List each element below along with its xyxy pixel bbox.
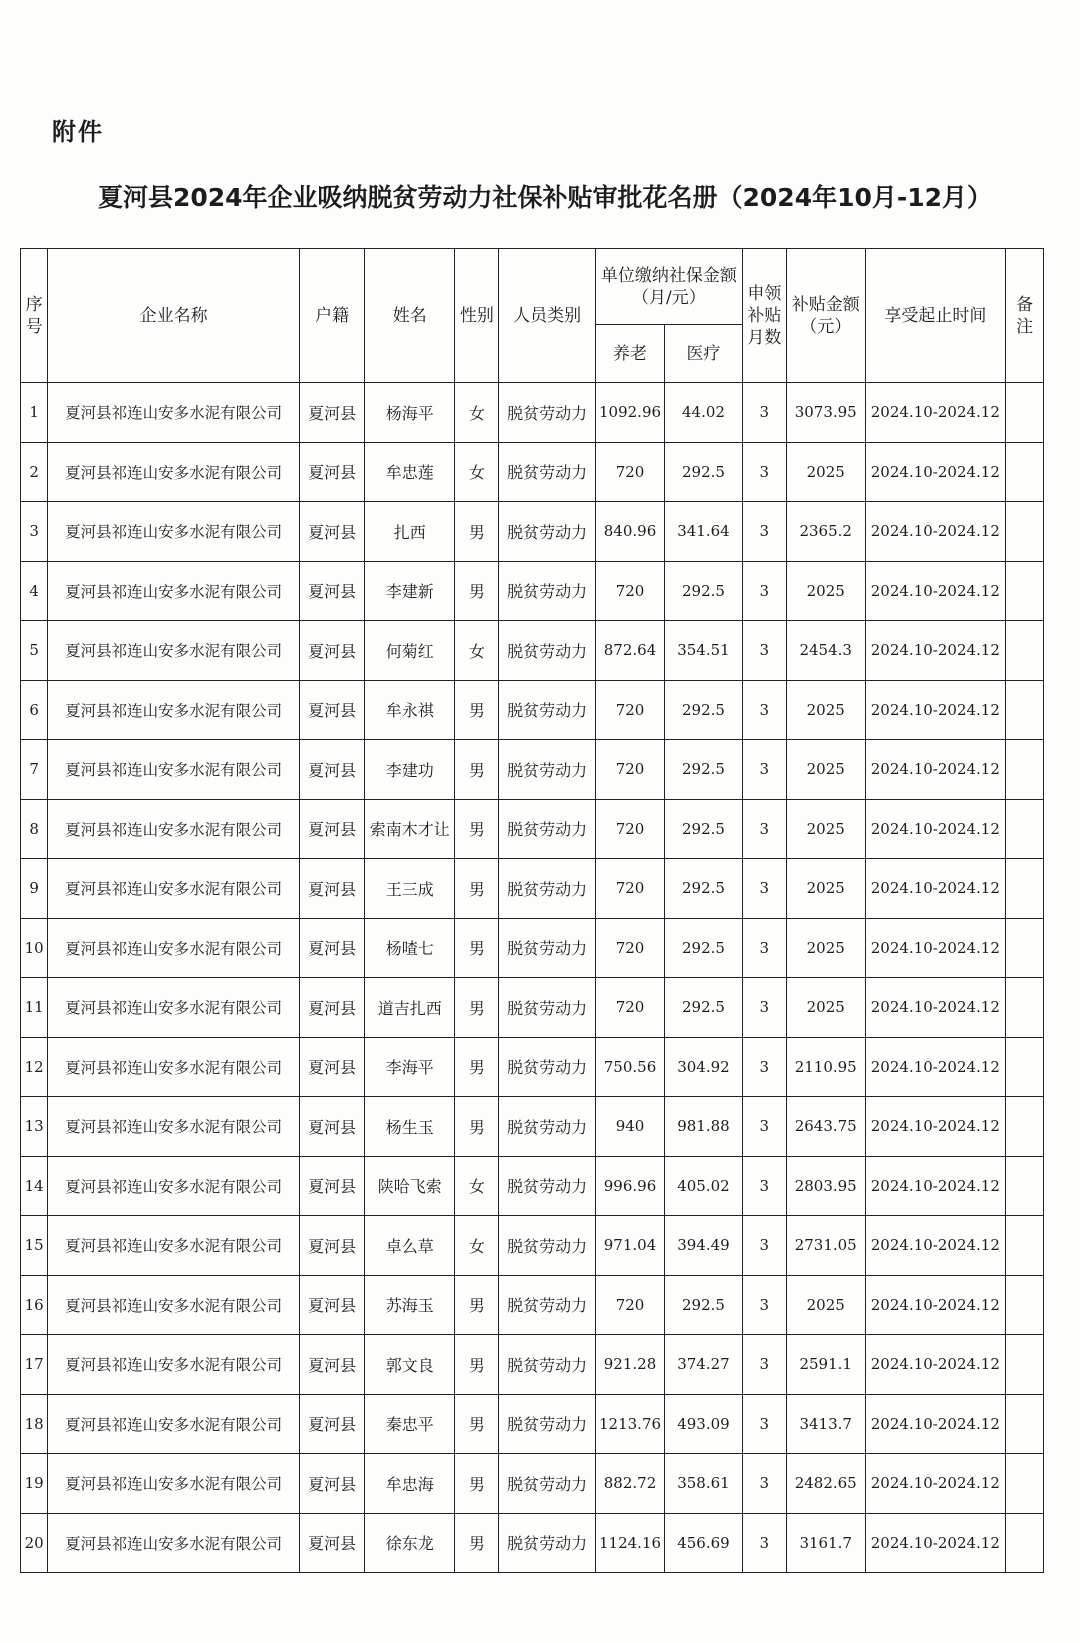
cell-medical: 292.5 [665, 859, 743, 919]
header-subsidy: 补贴金额（元） [786, 249, 865, 383]
cell-seq: 3 [21, 502, 48, 562]
cell-period: 2024.10-2024.12 [865, 859, 1006, 919]
cell-subsidy: 2731.05 [786, 1216, 865, 1276]
cell-months: 3 [742, 1216, 786, 1276]
cell-medical: 44.02 [665, 383, 743, 443]
attachment-label: 附件 [52, 118, 104, 146]
cell-subsidy: 3073.95 [786, 383, 865, 443]
cell-remark [1006, 1156, 1044, 1216]
cell-months: 3 [742, 442, 786, 502]
cell-seq: 16 [21, 1275, 48, 1335]
cell-remark [1006, 1097, 1044, 1157]
table-row [21, 561, 1044, 621]
cell-subsidy: 2365.2 [786, 502, 865, 562]
header-seq: 序号 [21, 249, 48, 383]
cell-months: 3 [742, 502, 786, 562]
header-medical: 医疗 [665, 325, 743, 383]
cell-category: 脱贫劳动力 [499, 442, 596, 502]
table-row [21, 978, 1044, 1038]
cell-company: 夏河县祁连山安多水泥有限公司 [48, 1335, 300, 1395]
cell-months: 3 [742, 1454, 786, 1514]
cell-medical: 292.5 [665, 561, 743, 621]
document-title: 夏河县2024年企业吸纳脱贫劳动力社保补贴审批花名册（2024年10月-12月） [97, 183, 993, 212]
cell-company: 夏河县祁连山安多水泥有限公司 [48, 1513, 300, 1573]
cell-period: 2024.10-2024.12 [865, 1454, 1006, 1514]
cell-remark [1006, 680, 1044, 740]
cell-period: 2024.10-2024.12 [865, 621, 1006, 681]
cell-medical: 292.5 [665, 799, 743, 859]
cell-period: 2024.10-2024.12 [865, 1275, 1006, 1335]
cell-period: 2024.10-2024.12 [865, 561, 1006, 621]
cell-company: 夏河县祁连山安多水泥有限公司 [48, 918, 300, 978]
cell-subsidy: 2110.95 [786, 1037, 865, 1097]
cell-months: 3 [742, 799, 786, 859]
cell-subsidy: 2643.75 [786, 1097, 865, 1157]
cell-months: 3 [742, 680, 786, 740]
header-category: 人员类别 [499, 249, 596, 383]
cell-gender: 男 [455, 1097, 499, 1157]
cell-seq: 2 [21, 442, 48, 502]
header-months: 申领补贴月数 [742, 249, 786, 383]
cell-company: 夏河县祁连山安多水泥有限公司 [48, 442, 300, 502]
cell-remark [1006, 442, 1044, 502]
cell-seq: 13 [21, 1097, 48, 1157]
cell-period: 2024.10-2024.12 [865, 383, 1006, 443]
cell-category: 脱贫劳动力 [499, 859, 596, 919]
cell-category: 脱贫劳动力 [499, 978, 596, 1038]
cell-household: 夏河县 [300, 859, 365, 919]
table-row [21, 383, 1044, 443]
table-row [21, 442, 1044, 502]
cell-name: 牟忠海 [365, 1454, 455, 1514]
cell-household: 夏河县 [300, 1513, 365, 1573]
cell-months: 3 [742, 1037, 786, 1097]
cell-medical: 292.5 [665, 1275, 743, 1335]
table-row [21, 1454, 1044, 1514]
cell-company: 夏河县祁连山安多水泥有限公司 [48, 740, 300, 800]
cell-medical: 292.5 [665, 740, 743, 800]
cell-medical: 374.27 [665, 1335, 743, 1395]
cell-category: 脱贫劳动力 [499, 1513, 596, 1573]
cell-period: 2024.10-2024.12 [865, 442, 1006, 502]
cell-name: 牟忠莲 [365, 442, 455, 502]
cell-period: 2024.10-2024.12 [865, 740, 1006, 800]
cell-period: 2024.10-2024.12 [865, 799, 1006, 859]
cell-pension: 720 [595, 1275, 664, 1335]
table-row [21, 621, 1044, 681]
cell-category: 脱贫劳动力 [499, 383, 596, 443]
cell-pension: 840.96 [595, 502, 664, 562]
cell-seq: 6 [21, 680, 48, 740]
cell-household: 夏河县 [300, 1097, 365, 1157]
cell-subsidy: 2025 [786, 918, 865, 978]
cell-category: 脱贫劳动力 [499, 502, 596, 562]
cell-company: 夏河县祁连山安多水泥有限公司 [48, 1394, 300, 1454]
cell-medical: 292.5 [665, 680, 743, 740]
cell-pension: 1213.76 [595, 1394, 664, 1454]
cell-subsidy: 2025 [786, 859, 865, 919]
cell-subsidy: 2025 [786, 1275, 865, 1335]
cell-company: 夏河县祁连山安多水泥有限公司 [48, 1037, 300, 1097]
cell-household: 夏河县 [300, 442, 365, 502]
cell-gender: 女 [455, 383, 499, 443]
table-row [21, 740, 1044, 800]
cell-category: 脱贫劳动力 [499, 1335, 596, 1395]
cell-subsidy: 3413.7 [786, 1394, 865, 1454]
cell-gender: 男 [455, 502, 499, 562]
cell-medical: 292.5 [665, 918, 743, 978]
cell-household: 夏河县 [300, 621, 365, 681]
cell-category: 脱贫劳动力 [499, 621, 596, 681]
cell-period: 2024.10-2024.12 [865, 680, 1006, 740]
cell-company: 夏河县祁连山安多水泥有限公司 [48, 621, 300, 681]
cell-gender: 女 [455, 1216, 499, 1276]
cell-remark [1006, 799, 1044, 859]
cell-household: 夏河县 [300, 1216, 365, 1276]
cell-medical: 456.69 [665, 1513, 743, 1573]
cell-subsidy: 2803.95 [786, 1156, 865, 1216]
cell-household: 夏河县 [300, 918, 365, 978]
cell-category: 脱贫劳动力 [499, 1156, 596, 1216]
table-body [21, 383, 1044, 1573]
cell-seq: 9 [21, 859, 48, 919]
header-contribution: 单位缴纳社保金额（月/元） [595, 249, 742, 325]
cell-company: 夏河县祁连山安多水泥有限公司 [48, 1097, 300, 1157]
cell-category: 脱贫劳动力 [499, 1454, 596, 1514]
cell-gender: 男 [455, 1335, 499, 1395]
cell-gender: 男 [455, 1454, 499, 1514]
cell-remark [1006, 1335, 1044, 1395]
cell-category: 脱贫劳动力 [499, 740, 596, 800]
cell-name: 李建新 [365, 561, 455, 621]
cell-months: 3 [742, 740, 786, 800]
cell-period: 2024.10-2024.12 [865, 1513, 1006, 1573]
cell-name: 苏海玉 [365, 1275, 455, 1335]
cell-period: 2024.10-2024.12 [865, 1097, 1006, 1157]
cell-company: 夏河县祁连山安多水泥有限公司 [48, 978, 300, 1038]
cell-subsidy: 2454.3 [786, 621, 865, 681]
cell-gender: 男 [455, 1513, 499, 1573]
cell-remark [1006, 502, 1044, 562]
cell-seq: 15 [21, 1216, 48, 1276]
header-pension: 养老 [595, 325, 664, 383]
cell-gender: 男 [455, 799, 499, 859]
cell-remark [1006, 383, 1044, 443]
cell-seq: 12 [21, 1037, 48, 1097]
cell-remark [1006, 1216, 1044, 1276]
cell-household: 夏河县 [300, 561, 365, 621]
cell-name: 何菊红 [365, 621, 455, 681]
cell-subsidy: 2025 [786, 442, 865, 502]
cell-seq: 5 [21, 621, 48, 681]
cell-name: 徐东龙 [365, 1513, 455, 1573]
cell-period: 2024.10-2024.12 [865, 918, 1006, 978]
cell-medical: 292.5 [665, 978, 743, 1038]
cell-medical: 394.49 [665, 1216, 743, 1276]
cell-household: 夏河县 [300, 502, 365, 562]
cell-gender: 女 [455, 621, 499, 681]
cell-seq: 14 [21, 1156, 48, 1216]
cell-pension: 971.04 [595, 1216, 664, 1276]
cell-category: 脱贫劳动力 [499, 1097, 596, 1157]
cell-category: 脱贫劳动力 [499, 1216, 596, 1276]
cell-seq: 8 [21, 799, 48, 859]
cell-household: 夏河县 [300, 978, 365, 1038]
cell-pension: 750.56 [595, 1037, 664, 1097]
cell-medical: 981.88 [665, 1097, 743, 1157]
header-period: 享受起止时间 [865, 249, 1006, 383]
cell-remark [1006, 859, 1044, 919]
cell-remark [1006, 1454, 1044, 1514]
cell-gender: 男 [455, 859, 499, 919]
cell-gender: 男 [455, 680, 499, 740]
cell-months: 3 [742, 561, 786, 621]
cell-remark [1006, 1394, 1044, 1454]
cell-gender: 男 [455, 978, 499, 1038]
header-name: 姓名 [365, 249, 455, 383]
cell-household: 夏河县 [300, 1156, 365, 1216]
cell-remark [1006, 561, 1044, 621]
cell-company: 夏河县祁连山安多水泥有限公司 [48, 1156, 300, 1216]
cell-pension: 720 [595, 680, 664, 740]
cell-subsidy: 2025 [786, 799, 865, 859]
cell-household: 夏河县 [300, 680, 365, 740]
table-row [21, 1097, 1044, 1157]
cell-pension: 940 [595, 1097, 664, 1157]
cell-medical: 493.09 [665, 1394, 743, 1454]
cell-period: 2024.10-2024.12 [865, 1216, 1006, 1276]
cell-pension: 882.72 [595, 1454, 664, 1514]
cell-seq: 19 [21, 1454, 48, 1514]
cell-household: 夏河县 [300, 1037, 365, 1097]
cell-household: 夏河县 [300, 1335, 365, 1395]
cell-name: 陕哈飞索 [365, 1156, 455, 1216]
table-row [21, 1513, 1044, 1573]
cell-months: 3 [742, 1335, 786, 1395]
cell-months: 3 [742, 1275, 786, 1335]
cell-gender: 女 [455, 1156, 499, 1216]
cell-remark [1006, 918, 1044, 978]
table-row [21, 918, 1044, 978]
cell-remark [1006, 621, 1044, 681]
cell-category: 脱贫劳动力 [499, 799, 596, 859]
cell-company: 夏河县祁连山安多水泥有限公司 [48, 561, 300, 621]
cell-seq: 18 [21, 1394, 48, 1454]
table-row [21, 1275, 1044, 1335]
cell-remark [1006, 1513, 1044, 1573]
cell-category: 脱贫劳动力 [499, 1275, 596, 1335]
subsidy-roster-table [20, 248, 1044, 1573]
cell-period: 2024.10-2024.12 [865, 1156, 1006, 1216]
cell-remark [1006, 978, 1044, 1038]
cell-gender: 男 [455, 1037, 499, 1097]
cell-period: 2024.10-2024.12 [865, 1394, 1006, 1454]
cell-subsidy: 3161.7 [786, 1513, 865, 1573]
table-row [21, 1156, 1044, 1216]
cell-period: 2024.10-2024.12 [865, 978, 1006, 1038]
cell-name: 扎西 [365, 502, 455, 562]
cell-seq: 7 [21, 740, 48, 800]
cell-name: 郭文良 [365, 1335, 455, 1395]
table-row [21, 859, 1044, 919]
cell-household: 夏河县 [300, 1394, 365, 1454]
table-row [21, 502, 1044, 562]
cell-name: 秦忠平 [365, 1394, 455, 1454]
cell-name: 杨喳七 [365, 918, 455, 978]
cell-months: 3 [742, 1394, 786, 1454]
cell-pension: 1092.96 [595, 383, 664, 443]
cell-gender: 男 [455, 561, 499, 621]
cell-household: 夏河县 [300, 383, 365, 443]
cell-medical: 405.02 [665, 1156, 743, 1216]
cell-name: 李建功 [365, 740, 455, 800]
cell-pension: 720 [595, 442, 664, 502]
cell-seq: 4 [21, 561, 48, 621]
cell-pension: 720 [595, 561, 664, 621]
cell-medical: 292.5 [665, 442, 743, 502]
cell-name: 卓么草 [365, 1216, 455, 1276]
cell-subsidy: 2025 [786, 978, 865, 1038]
cell-subsidy: 2591.1 [786, 1335, 865, 1395]
cell-subsidy: 2025 [786, 680, 865, 740]
cell-company: 夏河县祁连山安多水泥有限公司 [48, 1454, 300, 1514]
cell-name: 杨生玉 [365, 1097, 455, 1157]
cell-category: 脱贫劳动力 [499, 1037, 596, 1097]
table-row [21, 799, 1044, 859]
cell-months: 3 [742, 383, 786, 443]
cell-subsidy: 2025 [786, 740, 865, 800]
cell-household: 夏河县 [300, 1275, 365, 1335]
cell-subsidy: 2482.65 [786, 1454, 865, 1514]
table-row [21, 1037, 1044, 1097]
header-remark: 备注 [1006, 249, 1044, 383]
cell-name: 王三成 [365, 859, 455, 919]
cell-seq: 17 [21, 1335, 48, 1395]
cell-company: 夏河县祁连山安多水泥有限公司 [48, 1275, 300, 1335]
cell-gender: 男 [455, 918, 499, 978]
cell-pension: 720 [595, 918, 664, 978]
cell-company: 夏河县祁连山安多水泥有限公司 [48, 502, 300, 562]
cell-subsidy: 2025 [786, 561, 865, 621]
cell-company: 夏河县祁连山安多水泥有限公司 [48, 859, 300, 919]
cell-medical: 341.64 [665, 502, 743, 562]
cell-remark [1006, 1037, 1044, 1097]
cell-category: 脱贫劳动力 [499, 680, 596, 740]
cell-pension: 996.96 [595, 1156, 664, 1216]
cell-pension: 1124.16 [595, 1513, 664, 1573]
header-company: 企业名称 [48, 249, 300, 383]
cell-pension: 720 [595, 740, 664, 800]
table-row [21, 1216, 1044, 1276]
cell-gender: 男 [455, 1394, 499, 1454]
cell-gender: 女 [455, 442, 499, 502]
cell-pension: 921.28 [595, 1335, 664, 1395]
cell-seq: 1 [21, 383, 48, 443]
cell-period: 2024.10-2024.12 [865, 502, 1006, 562]
cell-remark [1006, 1275, 1044, 1335]
table-row [21, 680, 1044, 740]
cell-months: 3 [742, 621, 786, 681]
cell-medical: 354.51 [665, 621, 743, 681]
cell-pension: 720 [595, 859, 664, 919]
cell-name: 杨海平 [365, 383, 455, 443]
cell-medical: 304.92 [665, 1037, 743, 1097]
cell-name: 牟永祺 [365, 680, 455, 740]
cell-pension: 872.64 [595, 621, 664, 681]
table-row [21, 1394, 1044, 1454]
cell-months: 3 [742, 1513, 786, 1573]
cell-name: 李海平 [365, 1037, 455, 1097]
cell-company: 夏河县祁连山安多水泥有限公司 [48, 799, 300, 859]
cell-company: 夏河县祁连山安多水泥有限公司 [48, 383, 300, 443]
cell-seq: 11 [21, 978, 48, 1038]
cell-company: 夏河县祁连山安多水泥有限公司 [48, 1216, 300, 1276]
cell-seq: 20 [21, 1513, 48, 1573]
cell-seq: 10 [21, 918, 48, 978]
cell-pension: 720 [595, 978, 664, 1038]
cell-category: 脱贫劳动力 [499, 561, 596, 621]
cell-gender: 男 [455, 1275, 499, 1335]
cell-months: 3 [742, 978, 786, 1038]
table-row [21, 1335, 1044, 1395]
cell-remark [1006, 740, 1044, 800]
table-header-row [21, 249, 1044, 325]
cell-category: 脱贫劳动力 [499, 1394, 596, 1454]
cell-months: 3 [742, 918, 786, 978]
cell-household: 夏河县 [300, 1454, 365, 1514]
cell-name: 道吉扎西 [365, 978, 455, 1038]
cell-company: 夏河县祁连山安多水泥有限公司 [48, 680, 300, 740]
cell-months: 3 [742, 859, 786, 919]
cell-period: 2024.10-2024.12 [865, 1335, 1006, 1395]
cell-household: 夏河县 [300, 799, 365, 859]
cell-months: 3 [742, 1097, 786, 1157]
cell-period: 2024.10-2024.12 [865, 1037, 1006, 1097]
cell-pension: 720 [595, 799, 664, 859]
cell-category: 脱贫劳动力 [499, 918, 596, 978]
header-gender: 性别 [455, 249, 499, 383]
cell-household: 夏河县 [300, 740, 365, 800]
header-household: 户籍 [300, 249, 365, 383]
cell-name: 索南木才让 [365, 799, 455, 859]
cell-gender: 男 [455, 740, 499, 800]
cell-months: 3 [742, 1156, 786, 1216]
cell-medical: 358.61 [665, 1454, 743, 1514]
